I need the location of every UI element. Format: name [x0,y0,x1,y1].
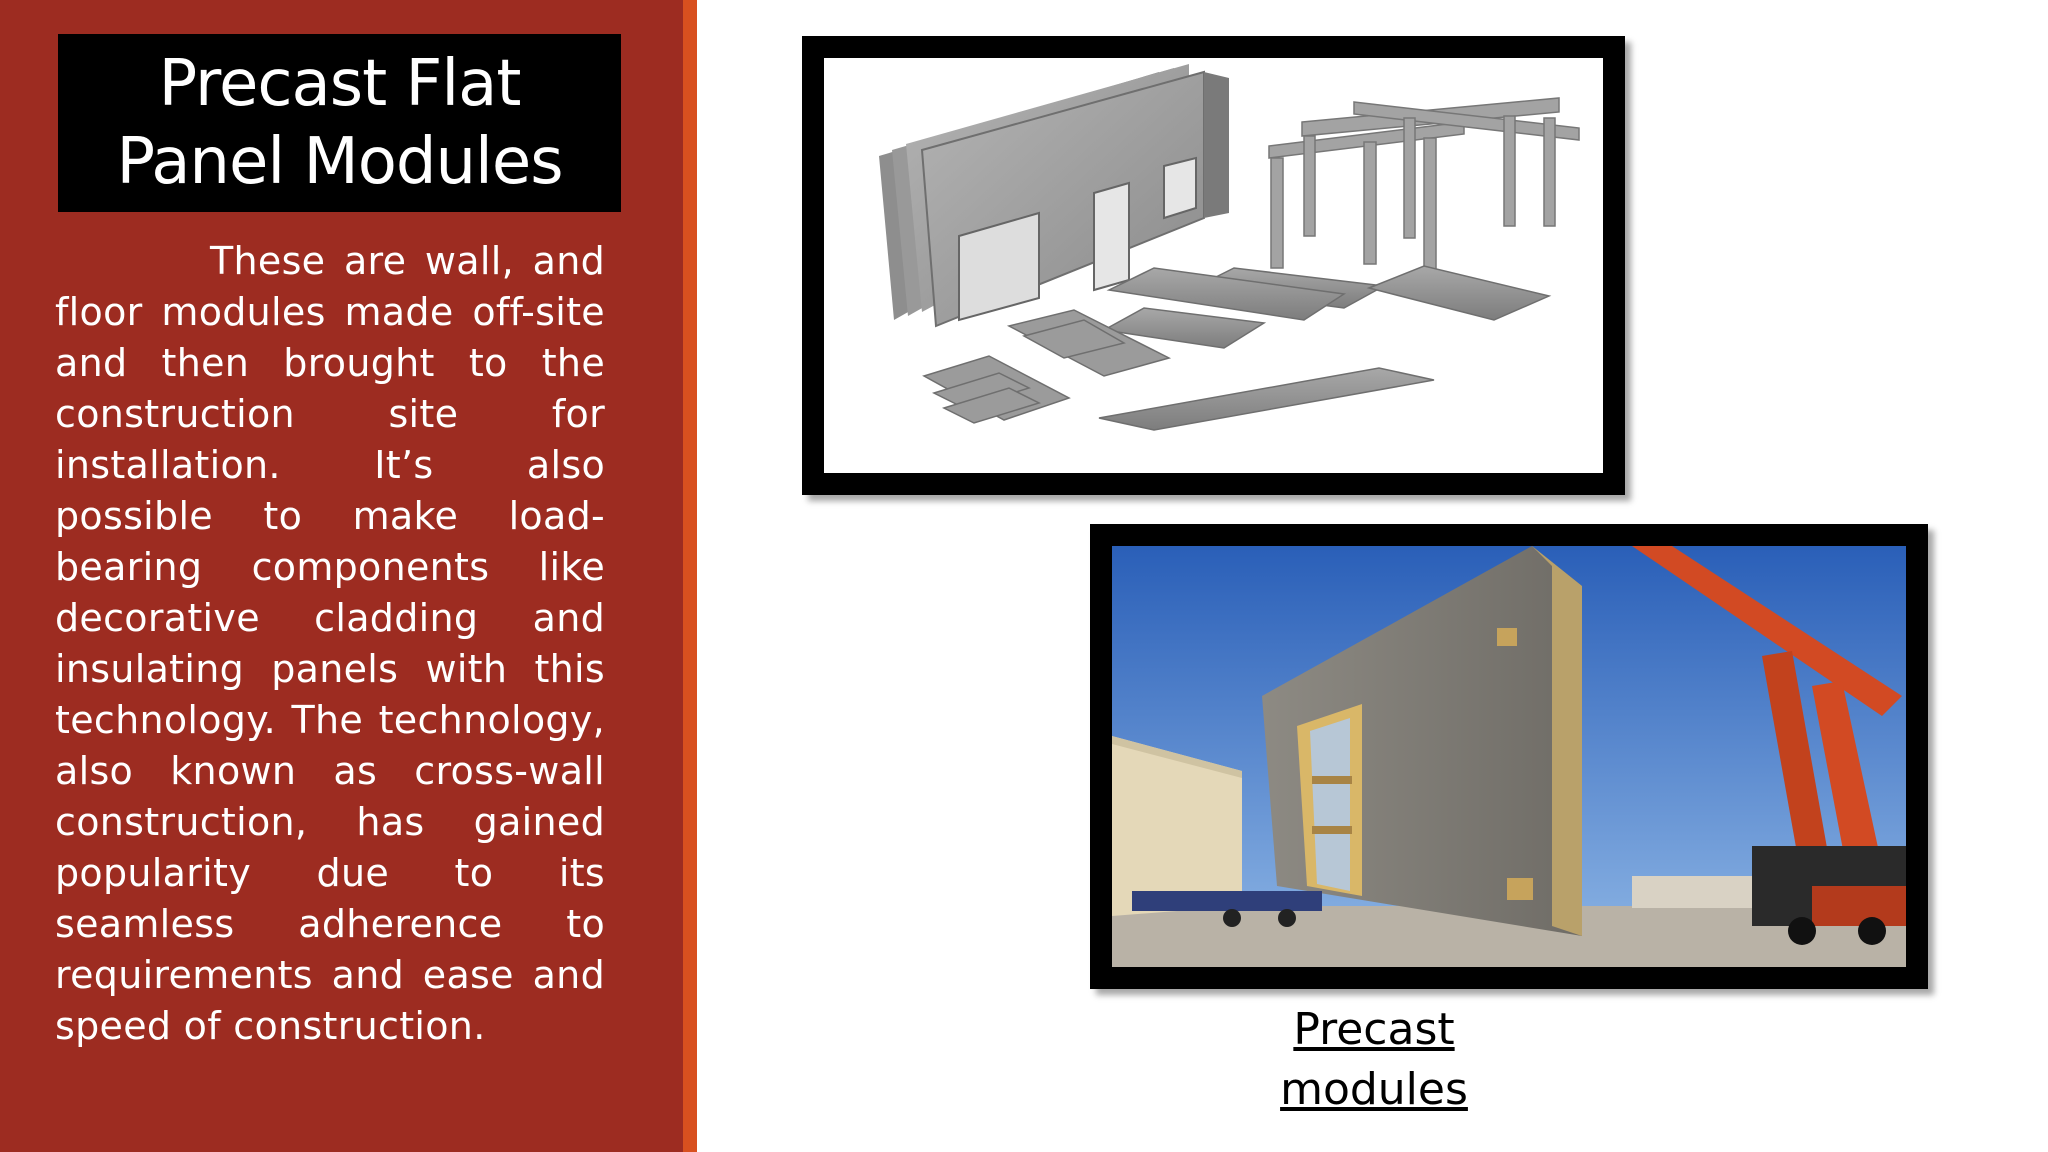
image-caption: Precast modules [1280,1004,1468,1115]
precast-components-image [824,58,1603,473]
precast-wall-crane-image [1112,546,1906,967]
image-frame-top [802,36,1625,495]
image-frame-bottom [1090,524,1928,989]
accent-stripe [683,0,697,1152]
body-text: These are wall, and floor modules made off-site and then brought to the construction site for installation. It’s also possible to make load-bearing components like decorative cladding and insulating panels with this technology. The technology, also known as cross-wall construction, has gained popularity due to its seamless adherence to requirements and ease and speed of construction. [55,239,605,1048]
slide-title: Precast Flat Panel Modules [116,47,563,199]
title-box [58,34,621,212]
